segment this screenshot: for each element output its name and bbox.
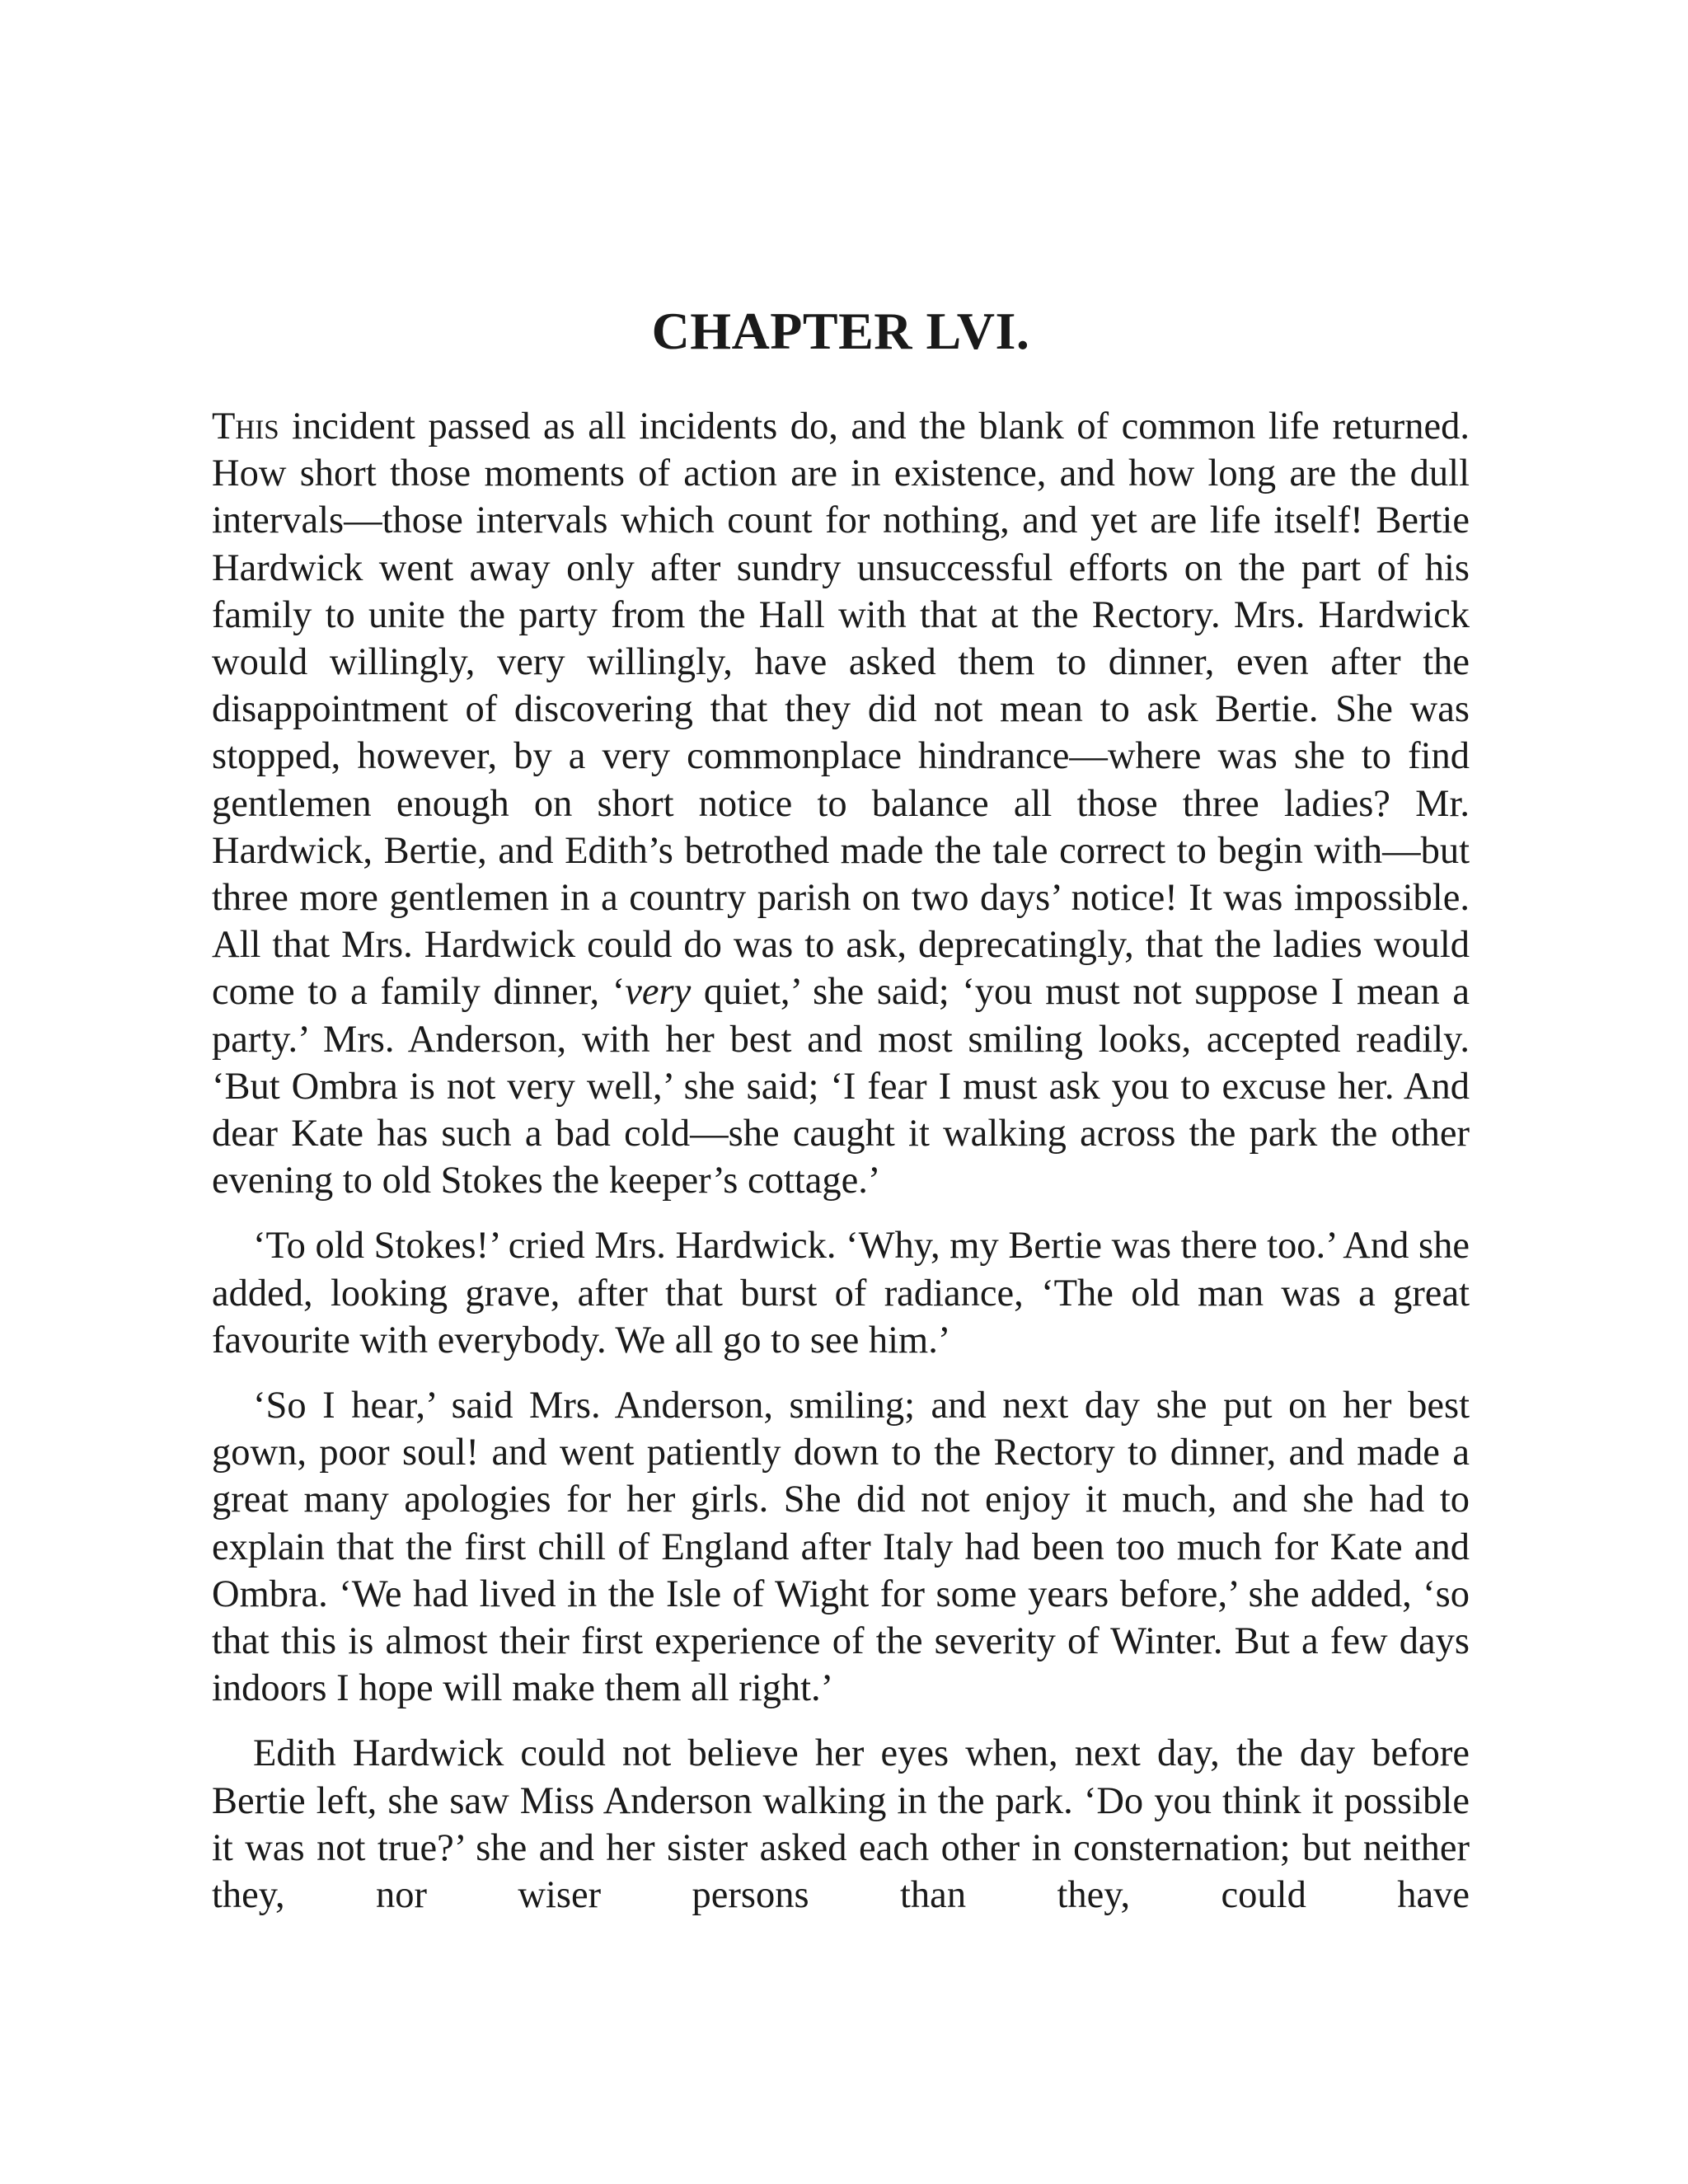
paragraph-1-text-a: incident passed as all incidents do, and the blank of common life returned. How short those moments of action are in existence, and how long are the dull intervals—those intervals which count for nothing, and yet are life itself! Bertie Hardwick went away only after sundry unsuccessful efforts on the part of his family to unite the party from the Hall with that at the Rectory. Mrs. Hardwick would willingly, very willingly, have asked them to dinner, even after the disappointment of discovering that they did not mean to ask Bertie. She was stopped, however, by a very commonplace hindrance—where was she to find gentlemen enough on short notice to balance all those three ladies? Mr. Hardwick, Bertie, and Edith’s betrothed made the tale correct to begin with—but three more gentlemen in a country parish on two days’ notice! It was impossible. All that Mrs. Hardwick could do was to ask, deprecatingly, that the ladies would come to a family dinner, ‘ (212, 405, 1470, 1014)
paragraph-1-text-b: quiet,’ she said; ‘you must not suppose I mean a party.’ Mrs. Anderson, with her best and most smiling looks, accepted readily. ‘But Ombra is not very well,’ she said; ‘I fear I must ask you to excuse her. And dear Kate has such a bad cold—she caught it walking across the park the other evening to old Stokes the keeper’s cottage.’ (212, 971, 1470, 1202)
chapter-title: CHAPTER LVI. (651, 302, 1030, 360)
paragraph-1 (212, 403, 1470, 1204)
paragraph-2: ‘To old Stokes!’ cried Mrs. Hardwick. ‘Why, my Bertie was there too.’ And she added, looking grave, after that burst of radiance, ‘The old man was a great favourite with everybody. We all go to see him.’ (212, 1225, 1470, 1361)
paragraph-4: Edith Hardwick could not believe her eyes when, next day, the day before Bertie left, she saw Miss Anderson walking in the park. ‘Do you think it possible it was not true?’ she and her sister asked each other in consternation; but neither they, nor wiser persons than they, could have (212, 1732, 1470, 1917)
opening-word: This (212, 405, 279, 448)
book-page (212, 288, 1470, 1937)
paragraph-3: ‘So I hear,’ said Mrs. Anderson, smiling; and next day she put on her best gown, poor soul! and went patiently down to the Rectory to dinner, and made a great many apologies for her girls. She did not enjoy it much, and she had to explain that the first chill of England after Italy had been too much for Kate and Ombra. ‘We had lived in the Isle of Wight for some years before,’ she added, ‘so that this is almost their first experience of the severity of Winter. But a few days indoors I hope will make them all right.’ (212, 1385, 1470, 1710)
paragraph-1-emphasis: very (625, 971, 692, 1014)
